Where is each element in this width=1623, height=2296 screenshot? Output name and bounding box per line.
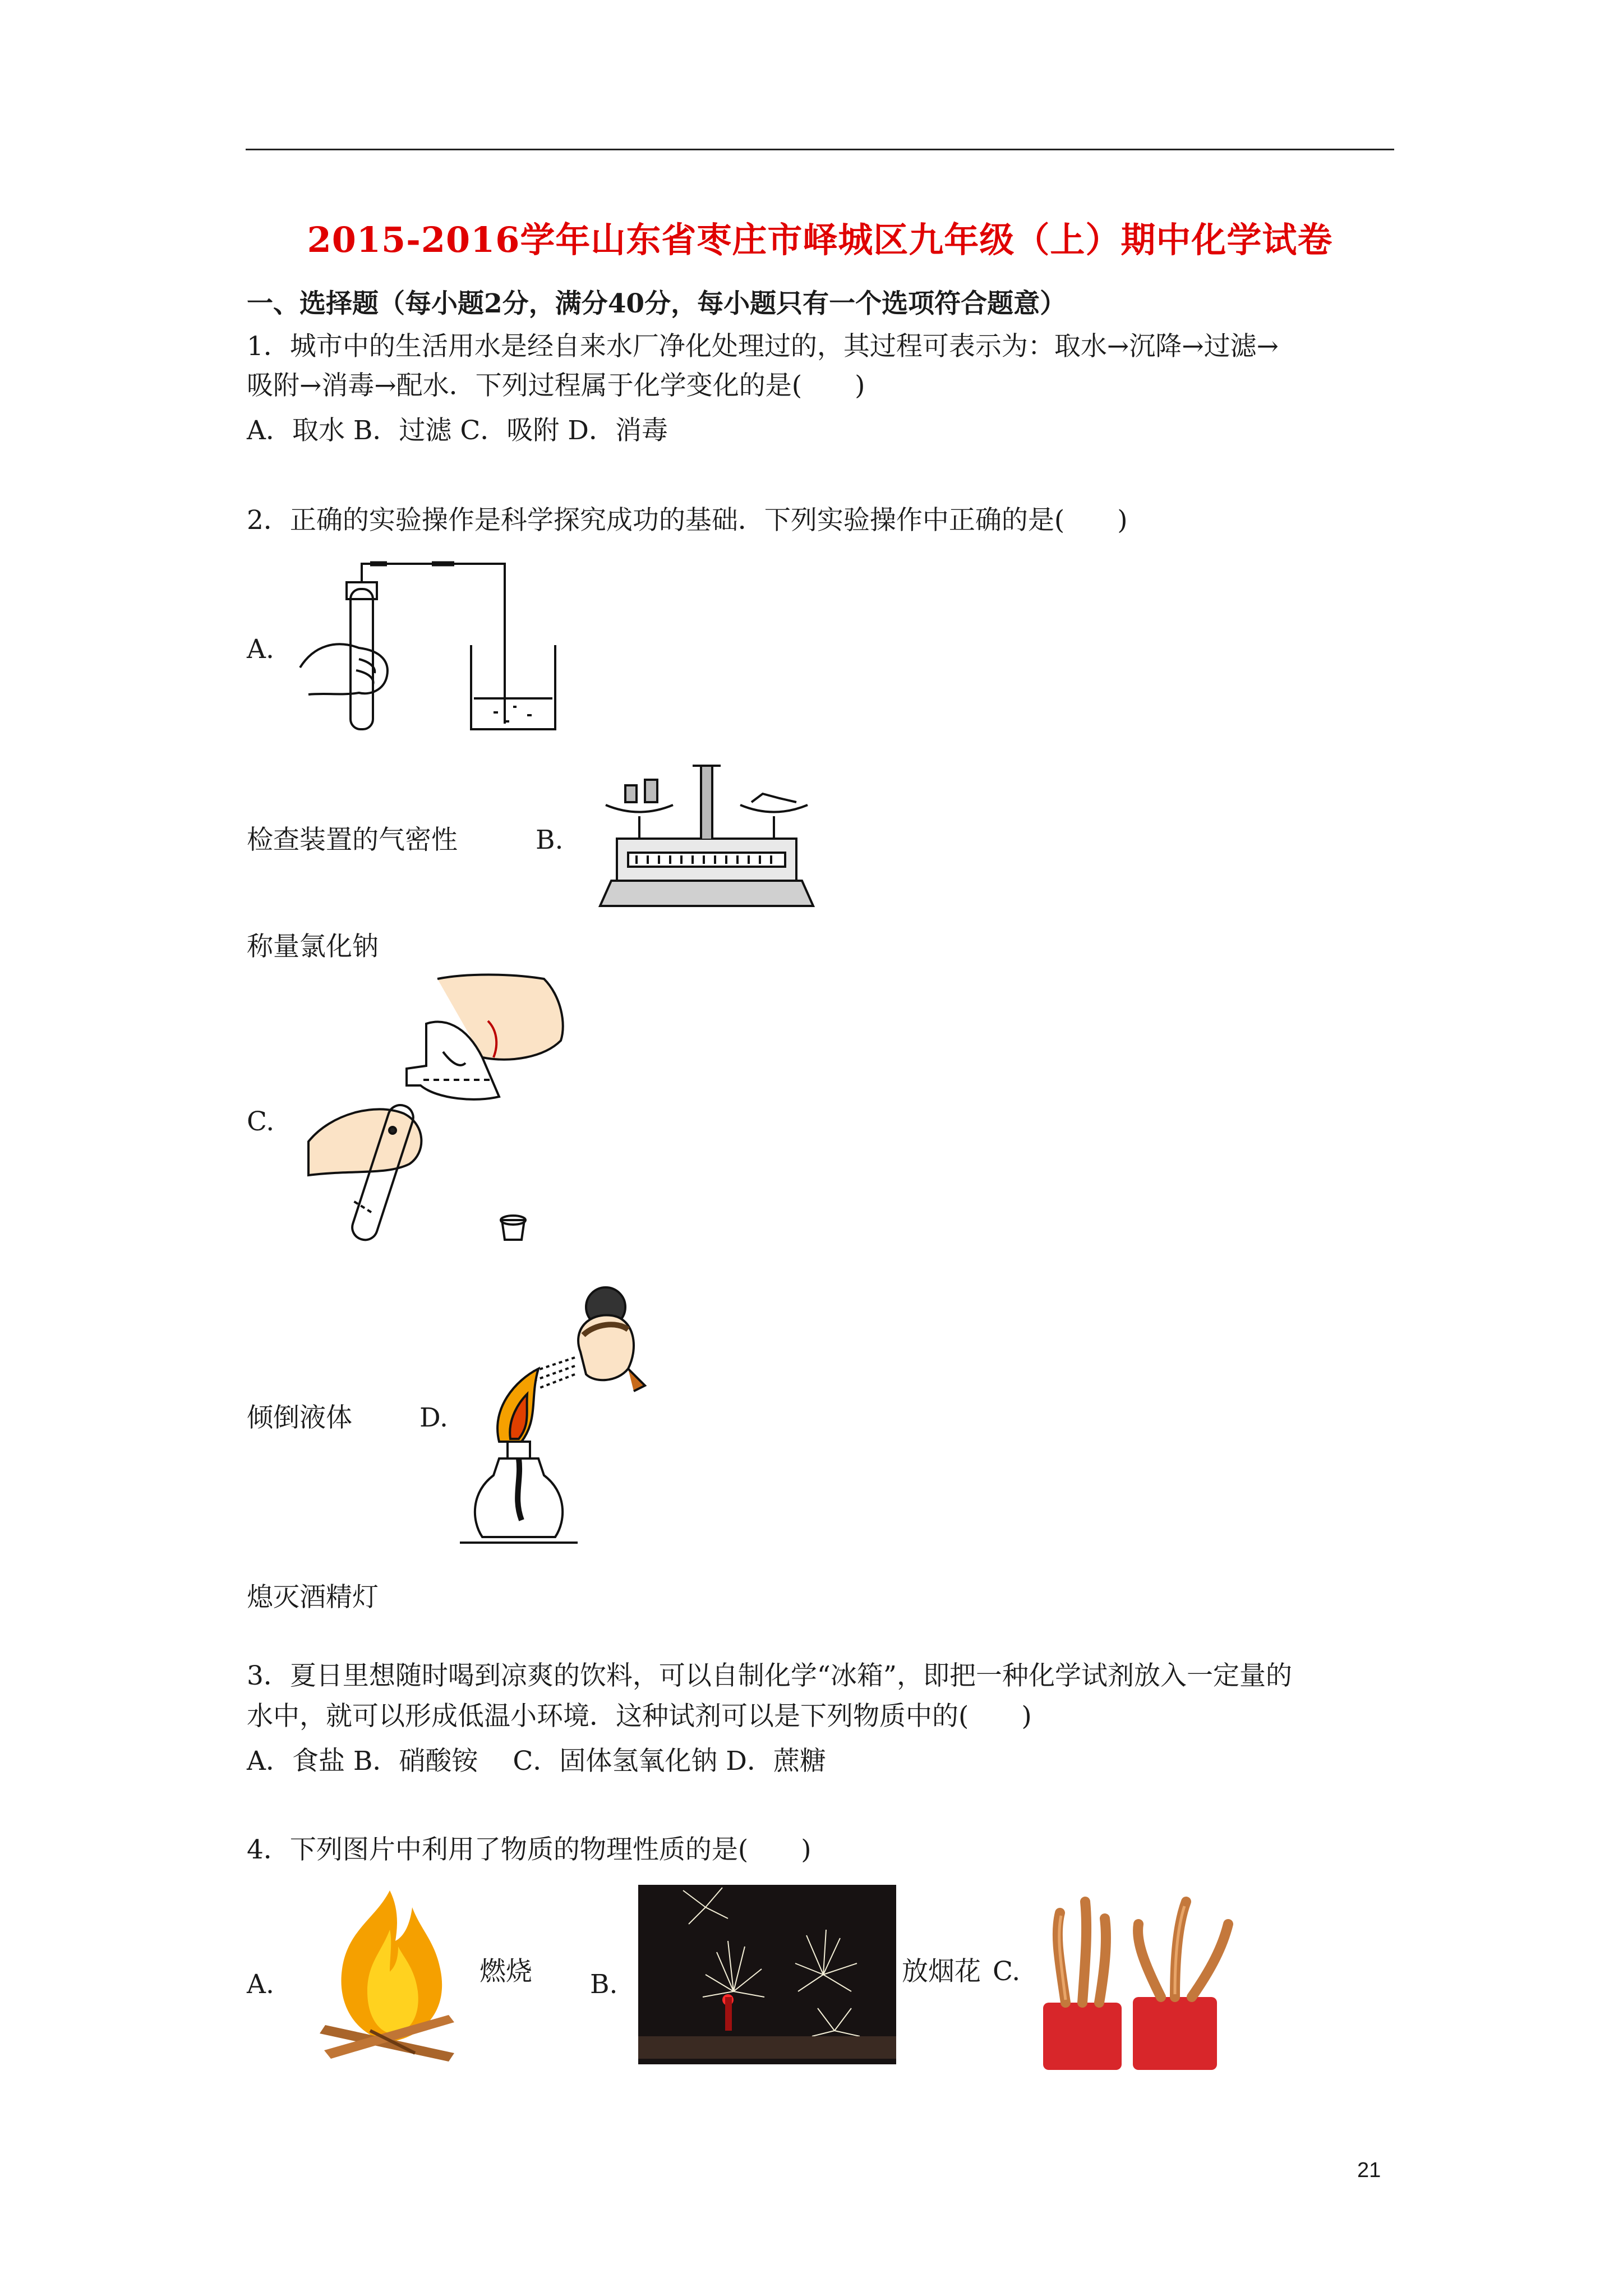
q3-line1: 3．夏日里想随时喝到凉爽的饮料，可以自制化学“冰箱”，即把一种化学试剂放入一定量的 xyxy=(247,1660,1292,1691)
q2-option-b-caption: 称量氯化钠 xyxy=(247,931,379,962)
alcohol-lamp-illustration xyxy=(460,1273,656,1565)
q3-line2: 水中，就可以形成低温小环境．这种试剂可以是下列物质中的( ) xyxy=(247,1701,1032,1732)
balance-scale-illustration xyxy=(583,754,824,923)
q2-option-b-label: B. xyxy=(536,825,564,855)
q4-option-c-label: C. xyxy=(993,1956,1021,1987)
section-heading: 一、选择题（每小题2分，满分40分，每小题只有一个选项符合题意） xyxy=(247,288,1067,319)
campfire-image xyxy=(314,1885,465,2064)
q2-option-c-label: C. xyxy=(247,1106,275,1137)
q4-option-a-caption: 燃烧 xyxy=(479,1956,532,1987)
q3-options: A．食盐 B．硝酸铵 C．固体氢氧化钠 D．蔗糖 xyxy=(247,1746,826,1777)
copper-wire-image xyxy=(1032,1890,1267,2076)
page-title: 2015-2016学年山东省枣庄市峄城区九年级（上）期中化学试卷 xyxy=(307,219,1333,260)
q4-option-b-caption: 放烟花 xyxy=(902,1956,981,1987)
q2-option-d-label: D. xyxy=(419,1402,448,1433)
q2-option-c-caption: 倾倒液体 xyxy=(247,1402,352,1433)
q4-stem: 4．下列图片中利用了物质的物理性质的是( ) xyxy=(247,1834,811,1865)
q4-option-a-label: A. xyxy=(247,1969,274,2000)
q1-line1: 1．城市中的生活用水是经自来水厂净化处理过的，其过程可表示为：取水→沉降→过滤→ xyxy=(247,331,1279,362)
q4-option-b-label: B. xyxy=(590,1969,618,2000)
header-rule xyxy=(246,149,1394,150)
q2-option-d-caption: 熄灭酒精灯 xyxy=(247,1582,379,1613)
q2-stem: 2．正确的实验操作是科学探究成功的基础．下列实验操作中正确的是( ) xyxy=(247,505,1128,536)
airtightness-check-illustration xyxy=(292,555,561,746)
fireworks-image xyxy=(638,1885,896,2064)
q2-option-a-label: A. xyxy=(247,634,274,665)
q1-options: A．取水 B．过滤 C．吸附 D．消毒 xyxy=(247,415,668,446)
q2-option-a-caption: 检查装置的气密性 xyxy=(247,825,458,855)
page-number: 21 xyxy=(1357,2159,1381,2182)
q1-line2: 吸附→消毒→配水．下列过程属于化学变化的是( ) xyxy=(247,370,865,401)
pouring-liquid-illustration xyxy=(297,973,611,1265)
